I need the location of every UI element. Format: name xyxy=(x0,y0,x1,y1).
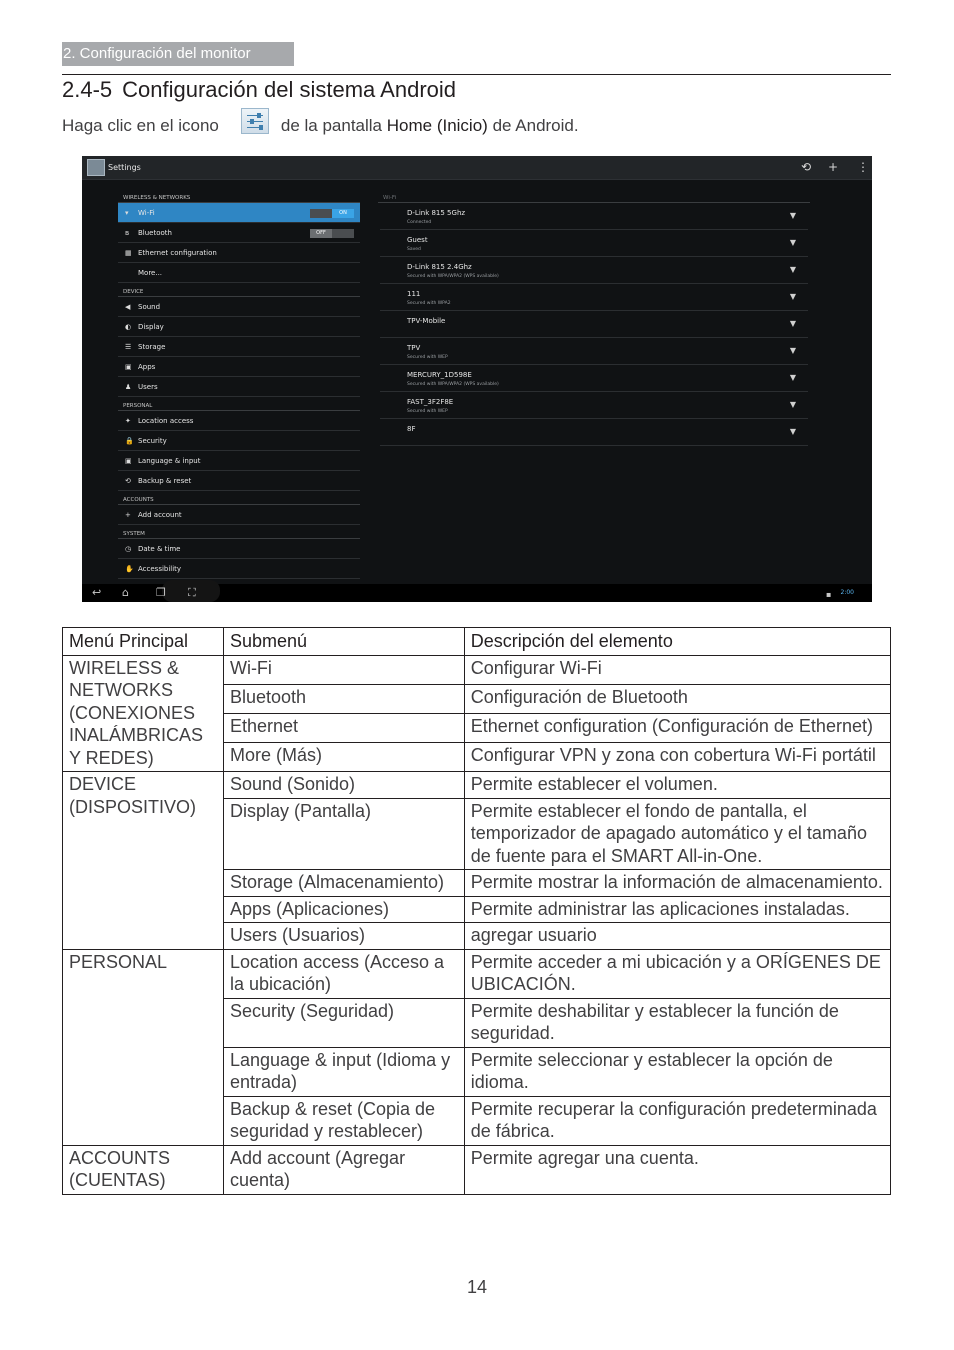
network-item[interactable] xyxy=(380,365,808,392)
network-status: Connected xyxy=(407,220,432,225)
settings-item[interactable] xyxy=(118,243,360,263)
android-settings-screenshot xyxy=(82,156,872,602)
network-item[interactable] xyxy=(380,230,808,257)
language-icon: ▣ xyxy=(125,457,132,465)
display-icon: ◐ xyxy=(125,323,132,331)
settings-item[interactable] xyxy=(118,223,360,243)
submenu-cell: Security (Seguridad) xyxy=(223,998,464,1047)
network-ssid: FAST_3F2F8E xyxy=(407,398,454,406)
status-notification-icon: ▪ xyxy=(826,590,832,599)
action-bar xyxy=(82,156,872,180)
submenu-cell: Display (Pantalla) xyxy=(223,798,464,870)
network-item[interactable] xyxy=(380,338,808,365)
network-item[interactable] xyxy=(380,284,808,311)
settings-item-label: Date & time xyxy=(138,545,181,553)
network-ssid: TPV-Mobile xyxy=(407,317,446,325)
page-number: 14 xyxy=(466,1277,488,1297)
navigation-bar xyxy=(82,584,872,602)
network-ssid: MERCURY_1D598E xyxy=(407,371,472,379)
settings-item-label: Location access xyxy=(138,417,194,425)
description-cell: Configurar VPN y zona con cobertura Wi-Fi portátil xyxy=(464,742,890,771)
chapter-rule xyxy=(62,74,891,75)
settings-item-label: Language & input xyxy=(138,457,201,465)
bluetooth-icon: ʙ xyxy=(125,229,130,237)
settings-sliders-icon xyxy=(241,108,269,134)
accessibility-icon: ✋ xyxy=(125,565,134,573)
settings-item-label: Wi-Fi xyxy=(138,209,155,217)
action-bar-title: Settings xyxy=(108,163,141,172)
settings-item-label: Backup & reset xyxy=(138,477,192,485)
settings-item[interactable] xyxy=(118,357,360,377)
table-header-row xyxy=(63,628,891,656)
submenu-cell: Add account (Agregar cuenta) xyxy=(223,1145,464,1194)
settings-item[interactable] xyxy=(118,411,360,431)
submenu-cell: Storage (Almacenamiento) xyxy=(223,870,464,897)
network-item[interactable] xyxy=(380,419,808,446)
intro-before-icon: Haga clic en el icono xyxy=(62,116,219,135)
description-cell: Permite agregar una cuenta. xyxy=(464,1145,890,1194)
network-status: Secured with WPA/WPA2 (WPS available) xyxy=(407,382,499,387)
header-main-menu: Menú Principal xyxy=(63,628,224,656)
wifi-signal-icon: ▼ xyxy=(789,265,796,274)
section-number: 2.4-5 xyxy=(62,77,113,102)
toggle-state: OFF xyxy=(310,229,332,238)
settings-item[interactable] xyxy=(118,203,360,223)
settings-item-label: Display xyxy=(138,323,164,331)
settings-item[interactable] xyxy=(118,451,360,471)
location-icon: ✦ xyxy=(125,417,131,425)
network-ssid: D-Link 815 5Ghz xyxy=(407,209,466,217)
users-icon: ♟ xyxy=(125,383,132,391)
overflow-menu-icon[interactable]: ⋮ xyxy=(857,160,869,174)
settings-item-label: Security xyxy=(138,437,167,445)
main-menu-cell: ACCOUNTS (CUENTAS) xyxy=(63,1145,224,1194)
submenu-cell: Apps (Aplicaciones) xyxy=(223,896,464,923)
chapter-tab: 2. Configuración del monitor xyxy=(62,42,294,66)
description-cell: Permite administrar las aplicaciones instaladas. xyxy=(464,896,890,923)
settings-item[interactable] xyxy=(118,377,360,397)
submenu-cell: Wi-Fi xyxy=(223,655,464,684)
lock-icon: 🔒 xyxy=(125,437,134,445)
settings-category: PERSONAL xyxy=(118,397,360,411)
submenu-cell: Sound (Sonido) xyxy=(223,772,464,799)
sound-icon: ◀ xyxy=(125,303,131,311)
settings-item[interactable] xyxy=(118,539,360,559)
settings-item[interactable] xyxy=(118,559,360,579)
settings-item-label: Accessibility xyxy=(138,565,182,573)
settings-item[interactable] xyxy=(118,337,360,357)
toggle-switch[interactable] xyxy=(310,209,354,218)
submenu-cell: Backup & reset (Copia de seguridad y restablecer) xyxy=(223,1096,464,1145)
settings-item-label: More... xyxy=(138,269,163,277)
toggle-state: ON xyxy=(332,209,354,218)
network-ssid: TPV xyxy=(407,344,421,352)
settings-category: SYSTEM xyxy=(118,525,360,539)
wifi-refresh-icon[interactable]: ⟲ xyxy=(801,160,812,174)
settings-item-label: Bluetooth xyxy=(138,229,172,237)
settings-category: WIRELESS & NETWORKS xyxy=(118,189,360,203)
settings-item-label: Users xyxy=(138,383,158,391)
settings-left-panel xyxy=(118,189,360,579)
wifi-signal-icon: ▼ xyxy=(789,319,796,328)
intro-paragraph xyxy=(62,113,579,139)
settings-item[interactable] xyxy=(118,471,360,491)
screenshot-icon[interactable]: ⛶ xyxy=(188,586,196,599)
intro-end: de Android. xyxy=(492,116,579,135)
submenu-cell: Bluetooth xyxy=(223,684,464,713)
description-cell: Permite establecer el fondo de pantalla, el temporizador de apagado automático y el tamaño de fuente para el SMART All-in-One. xyxy=(464,798,890,870)
settings-item[interactable] xyxy=(118,263,360,283)
settings-menu-table xyxy=(62,627,891,1195)
home-icon[interactable]: ⌂ xyxy=(122,586,129,599)
settings-item-label: Apps xyxy=(138,363,156,371)
description-cell: Permite deshabilitar y establecer la función de seguridad. xyxy=(464,998,890,1047)
header-description: Descripción del elemento xyxy=(464,628,890,656)
header-submenu: Submenú xyxy=(223,628,464,656)
intro-after-icon: de la pantalla xyxy=(280,116,383,135)
plus-icon: + xyxy=(125,511,131,519)
network-ssid: 111 xyxy=(407,290,421,298)
submenu-cell: More (Más) xyxy=(223,742,464,771)
settings-item[interactable] xyxy=(118,505,360,525)
network-status: Saved xyxy=(407,247,421,252)
network-status: Secured with WPA2 xyxy=(407,301,451,306)
network-item[interactable] xyxy=(380,392,808,419)
table-row xyxy=(63,772,891,799)
submenu-cell: Ethernet xyxy=(223,713,464,742)
description-cell: Permite seleccionar y establecer la opción de idioma. xyxy=(464,1047,890,1096)
add-network-icon[interactable]: + xyxy=(828,160,839,174)
settings-item-label: Storage xyxy=(138,343,166,351)
intro-home-label: Home (Inicio) xyxy=(386,116,488,135)
wifi-signal-icon: ▼ xyxy=(789,400,796,409)
settings-item[interactable] xyxy=(118,317,360,337)
network-status: Secured with WPA/WPA2 (WPS available) xyxy=(407,274,499,279)
backup-icon: ⟲ xyxy=(125,477,131,485)
network-ssid: D-Link 815 2.4Ghz xyxy=(407,263,472,271)
description-cell: Configuración de Bluetooth xyxy=(464,684,890,713)
section-title-text: Configuración del sistema Android xyxy=(122,77,457,102)
description-cell: Configurar Wi-Fi xyxy=(464,655,890,684)
network-item[interactable] xyxy=(380,257,808,284)
main-menu-cell: PERSONAL xyxy=(63,949,224,1145)
main-menu-cell: DEVICE (DISPOSITIVO) xyxy=(63,772,224,950)
network-item[interactable] xyxy=(380,311,808,338)
network-item[interactable] xyxy=(380,203,808,230)
status-clock: 2:00 xyxy=(840,589,854,596)
settings-category: DEVICE xyxy=(118,283,360,297)
wifi-signal-icon: ▼ xyxy=(789,427,796,436)
settings-item[interactable] xyxy=(118,431,360,451)
main-menu-cell: WIRELESS & NETWORKS (CONEXIONES INALÁMBRICAS Y REDES) xyxy=(63,655,224,772)
network-status: Secured with WEP xyxy=(407,355,448,360)
apps-icon: ▣ xyxy=(125,363,132,371)
submenu-cell: Language & input (Idioma y entrada) xyxy=(223,1047,464,1096)
network-list xyxy=(378,203,810,446)
table-row xyxy=(63,949,891,998)
table-row xyxy=(63,1145,891,1194)
ethernet-icon: ▦ xyxy=(125,249,132,257)
back-icon[interactable]: ↩ xyxy=(92,586,102,599)
description-cell: Permite acceder a mi ubicación y a ORÍGENES DE UBICACIÓN. xyxy=(464,949,890,998)
settings-item-label: Sound xyxy=(138,303,161,311)
description-cell: Permite establecer el volumen. xyxy=(464,772,890,799)
wifi-panel-header: Wi-Fi xyxy=(378,189,810,203)
section-title xyxy=(62,76,456,104)
wifi-signal-icon: ▼ xyxy=(789,373,796,382)
storage-icon: ☰ xyxy=(125,343,132,351)
submenu-cell: Users (Usuarios) xyxy=(223,923,464,950)
settings-app-icon xyxy=(87,159,105,176)
network-status: Secured with WEP xyxy=(407,409,448,414)
wifi-signal-icon: ▼ xyxy=(789,211,796,220)
settings-category: ACCOUNTS xyxy=(118,491,360,505)
toggle-switch[interactable] xyxy=(310,229,354,238)
settings-item[interactable] xyxy=(118,297,360,317)
wifi-signal-icon: ▼ xyxy=(789,292,796,301)
wifi-icon: ▾ xyxy=(125,209,129,217)
network-ssid: 8F xyxy=(407,425,416,433)
settings-item-label: Ethernet configuration xyxy=(138,249,217,257)
submenu-cell: Location access (Acceso a la ubicación) xyxy=(223,949,464,998)
recent-apps-icon[interactable]: ❐ xyxy=(156,586,166,599)
description-cell: Permite recuperar la configuración predeterminada de fábrica. xyxy=(464,1096,890,1145)
wifi-signal-icon: ▼ xyxy=(789,238,796,247)
network-ssid: Guest xyxy=(407,236,428,244)
wifi-network-panel xyxy=(378,189,810,446)
wifi-signal-icon: ▼ xyxy=(789,346,796,355)
table-row xyxy=(63,655,891,684)
clock-icon: ◷ xyxy=(125,545,132,553)
description-cell: agregar usuario xyxy=(464,923,890,950)
settings-item-label: Add account xyxy=(138,511,182,519)
description-cell: Ethernet configuration (Configuración de Ethernet) xyxy=(464,713,890,742)
description-cell: Permite mostrar la información de almacenamiento. xyxy=(464,870,890,897)
